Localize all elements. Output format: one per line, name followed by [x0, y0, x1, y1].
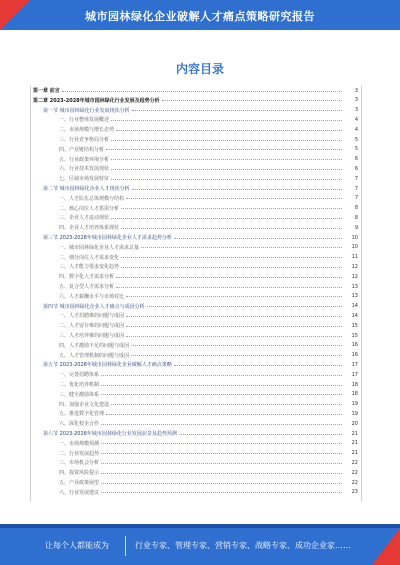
toc-leader-dots — [121, 266, 342, 268]
footer-bar — [0, 528, 400, 565]
toc-entry[interactable] — [31, 106, 361, 115]
toc-leader-dots — [126, 325, 342, 327]
toc-entry-label: 二、人才留存难的问题与成因 — [59, 323, 125, 330]
toc-entry-label: 六、人才薪酬水平与市场对比 — [59, 293, 125, 300]
toc-entry-label: 第三节 2023-2028年城市园林绿化企业人才需求趋势分析 — [43, 235, 172, 241]
toc-page-number: 12 — [351, 263, 358, 270]
toc-entry-label: 五、复合型人才需求分析 — [59, 284, 115, 290]
toc-leader-dots — [147, 305, 342, 307]
toc-leader-dots — [121, 256, 342, 258]
toc-page-number: 14 — [351, 303, 358, 310]
toc-entry[interactable] — [31, 272, 361, 281]
toc-entry[interactable] — [31, 390, 361, 399]
toc-leader-dots — [162, 99, 342, 101]
toc-leader-dots — [101, 374, 342, 376]
toc-entry-label: 第一章 前言 — [33, 88, 60, 94]
toc-entry-label: 第二章 2023-2028年城市园林绿化行业发展及趋势分析 — [33, 97, 160, 104]
toc-leader-dots — [101, 384, 342, 386]
toc-page-number: 10 — [351, 234, 358, 241]
toc-page-number: 19 — [351, 401, 358, 408]
toc-page-number: 3 — [354, 107, 358, 114]
toc-page-number: 3 — [354, 97, 358, 104]
toc-entry[interactable] — [31, 439, 361, 448]
toc-page-number: 11 — [351, 254, 358, 261]
toc-entry[interactable] — [31, 311, 361, 320]
toc-entry-label: 四、产业链结构分析 — [59, 146, 105, 153]
toc-entry[interactable] — [31, 145, 361, 154]
toc-page-number: 15 — [351, 332, 358, 339]
toc-leader-dots — [101, 482, 342, 484]
toc-entry[interactable] — [31, 204, 361, 213]
toc-page-number: 14 — [351, 312, 358, 319]
toc-entry-label: 一、行业整体发展概述 — [59, 117, 110, 124]
toc-entry-label: 一、市场规模预测 — [59, 440, 100, 447]
toc-leader-dots — [101, 472, 342, 474]
toc-entry-label: 一、人才队伍总体规模与结构 — [59, 195, 125, 202]
toc-entry-label: 三、市场机会分析 — [59, 460, 100, 467]
toc-entry[interactable] — [31, 302, 361, 311]
toc-entry-label: 二、细分岗位人才需求变化 — [59, 254, 120, 261]
toc-entry-label: 第四节 城市园林绿化企业人才痛点与成因分析 — [43, 303, 145, 310]
toc-leader-dots — [111, 139, 342, 141]
toc-page-number: 20 — [351, 420, 358, 427]
report-title: 城市园林绿化企业破解人才痛点策略研究报告 — [85, 10, 315, 23]
toc-leader-dots — [131, 344, 342, 346]
toc-leader-dots — [106, 148, 342, 150]
toc-page-number: 7 — [354, 185, 358, 192]
toc-entry[interactable] — [31, 125, 361, 134]
toc-leader-dots — [121, 207, 342, 209]
toc-leader-dots — [101, 423, 342, 425]
toc-leader-dots — [141, 246, 342, 248]
header-bar — [0, 0, 400, 30]
toc-page-number: 17 — [351, 361, 358, 368]
toc-page-number: 4 — [354, 126, 358, 133]
toc-leader-dots — [111, 168, 342, 170]
toc-entry[interactable] — [31, 213, 361, 222]
toc-entry[interactable] — [31, 282, 361, 291]
toc-leader-dots — [116, 276, 342, 278]
toc-page-number: 13 — [351, 293, 358, 300]
toc-page-number: 21 — [351, 430, 358, 437]
toc-leader-dots — [111, 178, 342, 180]
toc-leader-dots — [131, 354, 342, 356]
toc-entry[interactable] — [31, 164, 361, 173]
toc-page-number: 15 — [351, 322, 358, 329]
toc-entry-label: 三、企业人才流动现状 — [59, 215, 110, 222]
toc-entry[interactable] — [31, 243, 361, 252]
toc-entry-label: 三、人才培养难的问题与成因 — [59, 333, 125, 339]
toc-entry-label: 四、数字化人才需求分析 — [59, 274, 115, 281]
toc-entry[interactable] — [31, 253, 361, 262]
toc-entry[interactable] — [31, 360, 361, 369]
toc-entry-label: 一、完善招聘体系 — [59, 372, 100, 379]
toc-page-number: 22 — [351, 459, 358, 466]
toc-entry-label: 一、人才招聘难的问题与成因 — [59, 313, 125, 320]
toc-leader-dots — [111, 403, 342, 405]
toc-entry[interactable] — [31, 223, 361, 232]
toc-page-number: 22 — [351, 469, 358, 476]
toc-entry[interactable] — [31, 478, 361, 487]
footer-slogan-right: 行业专家、管理专家、营销专家、战略专家、成功企业家…… — [135, 541, 351, 550]
toc-page-number: 3 — [354, 87, 358, 94]
toc-entry[interactable] — [31, 458, 361, 467]
toc-entry[interactable] — [31, 292, 361, 301]
toc-leader-dots — [126, 197, 342, 199]
toc-entry[interactable] — [31, 468, 361, 477]
toc-entry[interactable] — [31, 115, 361, 124]
toc-page-number: 19 — [351, 410, 358, 417]
toc-entry-label: 第六节 2023-2028年城市园林绿化行业发展前景及趋势预测 — [43, 431, 177, 437]
toc-entry-label: 三、行业竞争格局分析 — [59, 137, 110, 143]
toc-page-number: 23 — [351, 489, 358, 496]
toc-entry-label: 四、加强企业文化建设 — [59, 401, 110, 408]
toc-entry[interactable] — [31, 194, 361, 203]
toc-leader-dots — [111, 119, 342, 121]
toc-entry[interactable] — [31, 400, 361, 409]
toc-title: 内容目录 — [175, 62, 224, 76]
toc-entry-label: 四、投资风险提示 — [59, 470, 100, 477]
toc-leader-dots — [179, 433, 342, 435]
toc-entry-label: 四、人才激励不足的问题与成因 — [59, 342, 130, 349]
toc-leader-dots — [126, 315, 342, 317]
toc-entry-label: 第一节 城市园林绿化行业发展现状分析 — [43, 107, 130, 114]
toc-leader-dots — [101, 393, 342, 395]
toc-entry-label: 二、行业发展趋势 — [59, 450, 100, 457]
toc-entry[interactable] — [31, 331, 361, 340]
toc-entry-label: 第二节 城市园林绿化企业人才现状分析 — [43, 186, 130, 192]
toc-leader-dots — [174, 364, 342, 366]
toc-entry-label: 一、城市园林绿化企业人才需求总量 — [59, 244, 140, 251]
toc-leader-dots — [126, 295, 342, 297]
toc-leader-dots — [111, 158, 342, 160]
toc-entry-label: 二、核心岗位人才供需分析 — [59, 205, 120, 212]
toc-leader-dots — [101, 442, 342, 444]
toc-entry[interactable] — [31, 351, 361, 360]
toc-page-number: 7 — [354, 175, 358, 182]
toc-page-number: 21 — [351, 440, 358, 447]
toc-entry[interactable] — [31, 135, 361, 144]
toc-leader-dots — [132, 188, 342, 190]
toc-entry[interactable] — [31, 321, 361, 330]
footer-slogan-left: 让每个人都能成为 — [45, 541, 109, 550]
toc-leader-dots — [116, 286, 342, 288]
toc-entry[interactable] — [31, 341, 361, 350]
toc-page-number: 7 — [354, 195, 358, 202]
toc-leader-dots — [126, 335, 342, 337]
toc-entry-label: 五、推进数字化管理 — [59, 411, 105, 418]
toc-leader-dots — [62, 90, 342, 92]
toc-leader-dots — [101, 491, 342, 493]
toc-entry[interactable] — [31, 155, 361, 164]
toc-page-number: 6 — [354, 165, 358, 172]
toc-entry[interactable] — [31, 449, 361, 458]
toc-entry-label: 五、行业政策环境分析 — [59, 156, 110, 163]
toc-leader-dots — [101, 462, 342, 464]
toc-page-number: 8 — [354, 214, 358, 221]
toc-entry[interactable] — [31, 174, 361, 183]
toc-page-number: 5 — [354, 136, 358, 143]
toc-entry-label: 四、企业人才培养体系现状 — [59, 225, 120, 232]
toc-page-number: 4 — [354, 116, 358, 123]
toc-page-number: 6 — [354, 156, 358, 163]
toc-page-number: 5 — [354, 146, 358, 153]
toc-entry-label: 五、产业政策展望 — [59, 480, 100, 486]
toc-page-number: 18 — [351, 391, 358, 398]
toc-entry[interactable] — [31, 419, 361, 428]
toc-page-number: 16 — [351, 342, 358, 349]
toc-page-number: 8 — [354, 205, 358, 212]
toc-entry[interactable] — [31, 429, 361, 438]
toc-entry-label: 六、行业技术发展现状 — [59, 166, 110, 173]
toc-page-number: 17 — [351, 371, 358, 378]
toc-entry-label: 六、行业发展建议 — [59, 489, 100, 496]
toc-entry[interactable] — [31, 488, 361, 497]
toc-page-number: 9 — [354, 224, 358, 231]
toc-entry[interactable] — [31, 262, 361, 271]
toc-entry-label: 七、区域市场发展特征 — [59, 176, 110, 183]
toc-page-number: 13 — [351, 283, 358, 290]
toc-entry[interactable] — [31, 86, 361, 95]
footer-divider — [125, 536, 126, 556]
toc-entry-label: 六、深化校企合作 — [59, 421, 100, 428]
toc-entry-label: 三、健全激励体系 — [59, 391, 100, 398]
toc-entry[interactable] — [31, 96, 361, 105]
footer-corner-accent — [372, 528, 400, 565]
toc-leader-dots — [132, 109, 342, 111]
toc-leader-dots — [116, 129, 342, 131]
toc-page-number: 16 — [351, 352, 358, 359]
toc-page-number: 21 — [351, 450, 358, 457]
toc-entry[interactable] — [31, 184, 361, 193]
table-of-contents — [30, 86, 362, 501]
toc-entry[interactable] — [31, 370, 361, 379]
toc-entry-label: 二、市场规模与增长态势 — [59, 127, 115, 134]
toc-leader-dots — [106, 413, 342, 415]
toc-entry[interactable] — [31, 380, 361, 389]
toc-entry-label: 五、人才管理机制的问题与成因 — [59, 352, 130, 359]
toc-page-number: 18 — [351, 381, 358, 388]
toc-page-number: 22 — [351, 479, 358, 486]
toc-entry[interactable] — [31, 233, 361, 242]
toc-entry-label: 第五节 2023-2028年城市园林绿化企业破解人才痛点策略 — [43, 362, 172, 369]
toc-leader-dots — [174, 237, 342, 239]
toc-leader-dots — [121, 227, 342, 229]
toc-page-number: 10 — [351, 244, 358, 251]
toc-entry-label: 三、人才能力要求变化趋势 — [59, 264, 120, 271]
toc-entry[interactable] — [31, 409, 361, 418]
toc-page-number: 12 — [351, 273, 358, 280]
toc-leader-dots — [101, 452, 342, 454]
toc-leader-dots — [111, 217, 342, 219]
toc-entry-label: 二、优化培养机制 — [59, 382, 100, 388]
